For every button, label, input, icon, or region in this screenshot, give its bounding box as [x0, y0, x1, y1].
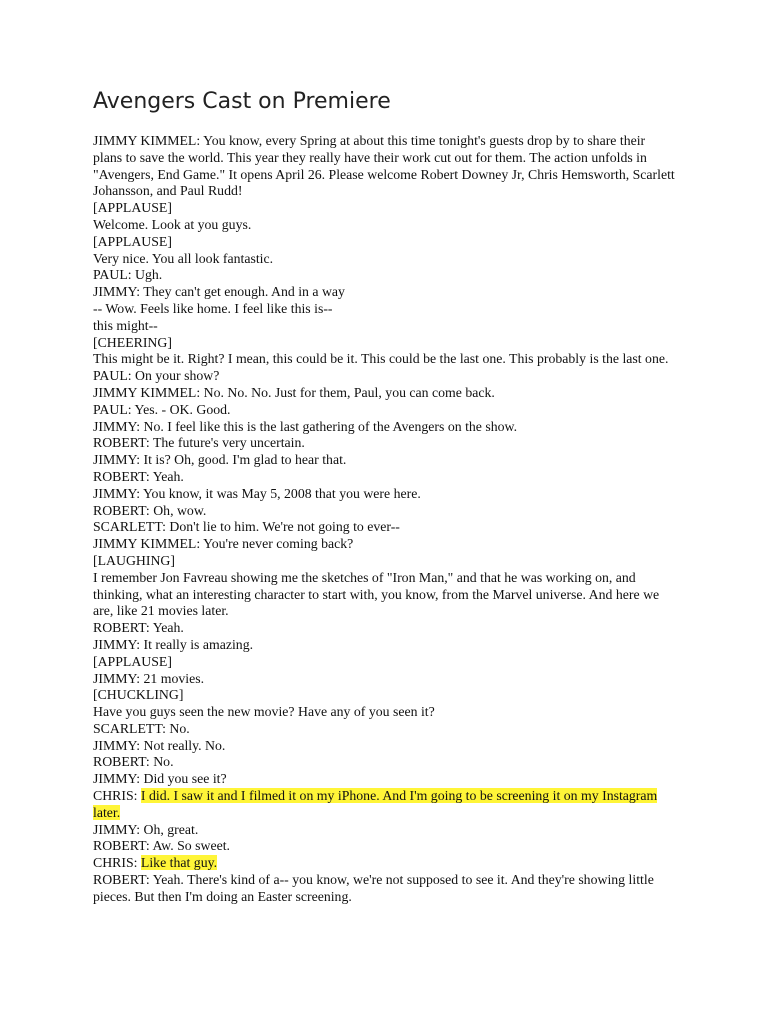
transcript-line — [93, 234, 675, 251]
line-text: Oh, great. — [143, 821, 199, 837]
line-text: [APPLAUSE] — [93, 233, 172, 249]
page-title: Avengers Cast on Premiere — [93, 89, 391, 114]
line-text: Yes. - OK. Good. — [134, 401, 231, 417]
transcript-line — [93, 503, 675, 520]
line-text: Did you see it? — [143, 771, 227, 787]
transcript-line — [93, 637, 675, 654]
transcript-line — [93, 687, 675, 704]
line-text: -- Wow. Feels like home. I feel like this is-- — [93, 300, 333, 316]
transcript-line — [93, 486, 675, 503]
line-text: No. I feel like this is the last gathering of the Avengers on the show. — [143, 418, 518, 434]
line-text: Aw. So sweet. — [152, 838, 230, 854]
line-text: Have you guys seen the new movie? Have any of you seen it? — [93, 704, 435, 720]
speaker-label: PAUL: — [93, 267, 136, 283]
speaker-label: JIMMY: — [93, 452, 144, 468]
transcript-line — [93, 419, 675, 436]
transcript-line — [93, 435, 675, 452]
line-text: [APPLAUSE] — [93, 200, 172, 216]
transcript-line — [93, 251, 675, 268]
line-text: [LAUGHING] — [93, 552, 175, 568]
speaker-label: CHRIS: — [93, 855, 141, 871]
speaker-label: JIMMY KIMMEL: — [93, 536, 204, 552]
transcript-line — [93, 267, 675, 284]
speaker-label: JIMMY: — [93, 771, 144, 787]
transcript-line — [93, 721, 675, 738]
speaker-label: PAUL: — [93, 401, 135, 417]
speaker-label: JIMMY: — [93, 485, 143, 501]
speaker-label: ROBERT: — [93, 838, 153, 854]
line-text: Yeah. — [152, 620, 184, 636]
transcript-line — [93, 553, 675, 570]
transcript-line — [93, 318, 675, 335]
transcript-line — [93, 570, 675, 620]
transcript-line — [93, 200, 675, 217]
transcript-line — [93, 620, 675, 637]
transcript-line — [93, 654, 675, 671]
line-text: 21 movies. — [143, 670, 205, 686]
transcript-line — [93, 536, 675, 553]
speaker-label: ROBERT: — [93, 502, 154, 518]
highlighted-text: Like that guy. — [140, 855, 218, 871]
transcript-line — [93, 754, 675, 771]
line-text: This might be it. Right? I mean, this could be it. This could be the last one. This probably is the last one. — [93, 351, 669, 367]
line-text: No. — [153, 754, 174, 770]
line-text: It is? Oh, good. I'm glad to hear that. — [143, 452, 347, 468]
transcript-line — [93, 738, 675, 755]
speaker-label: JIMMY KIMMEL: — [93, 384, 204, 400]
transcript-body — [93, 133, 675, 906]
transcript-line — [93, 838, 675, 855]
line-text: They can't get enough. And in a way — [143, 284, 345, 300]
transcript-line — [93, 335, 675, 352]
highlighted-text: I did. I saw it and I filmed it on my iPhone. And I'm going to be screening it on my Instagram later. — [93, 788, 658, 820]
speaker-label: JIMMY: — [93, 636, 144, 652]
speaker-label: ROBERT: — [93, 620, 153, 636]
speaker-label: ROBERT: — [93, 468, 153, 484]
line-text: It really is amazing. — [143, 636, 254, 652]
line-text: Yeah. — [152, 468, 184, 484]
line-text: Very nice. You all look fantastic. — [93, 250, 274, 266]
transcript-line — [93, 402, 675, 419]
speaker-label: ROBERT: — [93, 435, 153, 451]
transcript-line — [93, 452, 675, 469]
line-text: Not really. No. — [143, 737, 226, 753]
transcript-line — [93, 133, 675, 200]
transcript-line — [93, 671, 675, 688]
line-text: [CHEERING] — [93, 334, 172, 350]
transcript-line — [93, 872, 675, 906]
transcript-line — [93, 788, 675, 822]
speaker-label: SCARLETT: — [93, 519, 170, 535]
line-text: Oh, wow. — [153, 502, 207, 518]
speaker-label: SCARLETT: — [93, 720, 170, 736]
line-text: [APPLAUSE] — [93, 653, 172, 669]
line-text: You know, it was May 5, 2008 that you were here. — [142, 485, 421, 501]
line-text: this might-- — [93, 317, 158, 333]
line-text: Ugh. — [135, 267, 163, 283]
line-text: [CHUCKLING] — [93, 687, 184, 703]
speaker-label: JIMMY: — [93, 418, 144, 434]
speaker-label: JIMMY: — [93, 737, 144, 753]
speaker-label: JIMMY: — [93, 284, 144, 300]
transcript-line — [93, 351, 675, 368]
transcript-line — [93, 368, 675, 385]
speaker-label: ROBERT: — [93, 754, 154, 770]
line-text: No. — [169, 720, 190, 736]
transcript-line — [93, 217, 675, 234]
line-text: On your show? — [135, 368, 220, 384]
transcript-line — [93, 469, 675, 486]
line-text: Welcome. Look at you guys. — [93, 216, 252, 232]
speaker-label: JIMMY: — [93, 670, 144, 686]
line-text: You know, every Spring at about this time tonight's guests drop by to share their plans to save the world. This year they really have their work cut out for them. The action unfolds in "Avengers, End Game." It opens April 26. Please welcome Robert Downey Jr, Chris Hemsworth, Scarlett Johansson, and Paul Rudd! — [93, 133, 675, 199]
line-text: I remember Jon Favreau showing me the sketches of "Iron Man," and that he was working on, and thinking, what an interesting character to start with, you know, from the Marvel universe. And here we are, like 21 movies later. — [93, 569, 660, 619]
line-text: The future's very uncertain. — [152, 435, 305, 451]
transcript-line — [93, 855, 675, 872]
line-text: Don't lie to him. We're not going to ever-- — [169, 519, 400, 535]
transcript-line — [93, 301, 675, 318]
transcript-line — [93, 284, 675, 301]
speaker-label: ROBERT: — [93, 872, 153, 888]
transcript-line — [93, 704, 675, 721]
speaker-label: JIMMY: — [93, 821, 144, 837]
line-text: Yeah. There's kind of a-- you know, we're not supposed to see it. And they're showing little pieces. But then I'm doing an Easter screening. — [93, 872, 654, 904]
line-text: You're never coming back? — [203, 536, 354, 552]
line-text: No. No. No. Just for them, Paul, you can come back. — [203, 384, 495, 400]
speaker-label: PAUL: — [93, 368, 136, 384]
speaker-label: JIMMY KIMMEL: — [93, 133, 204, 148]
transcript-line — [93, 822, 675, 839]
transcript-line — [93, 385, 675, 402]
speaker-label: CHRIS: — [93, 788, 141, 804]
transcript-line — [93, 519, 675, 536]
transcript-line — [93, 771, 675, 788]
